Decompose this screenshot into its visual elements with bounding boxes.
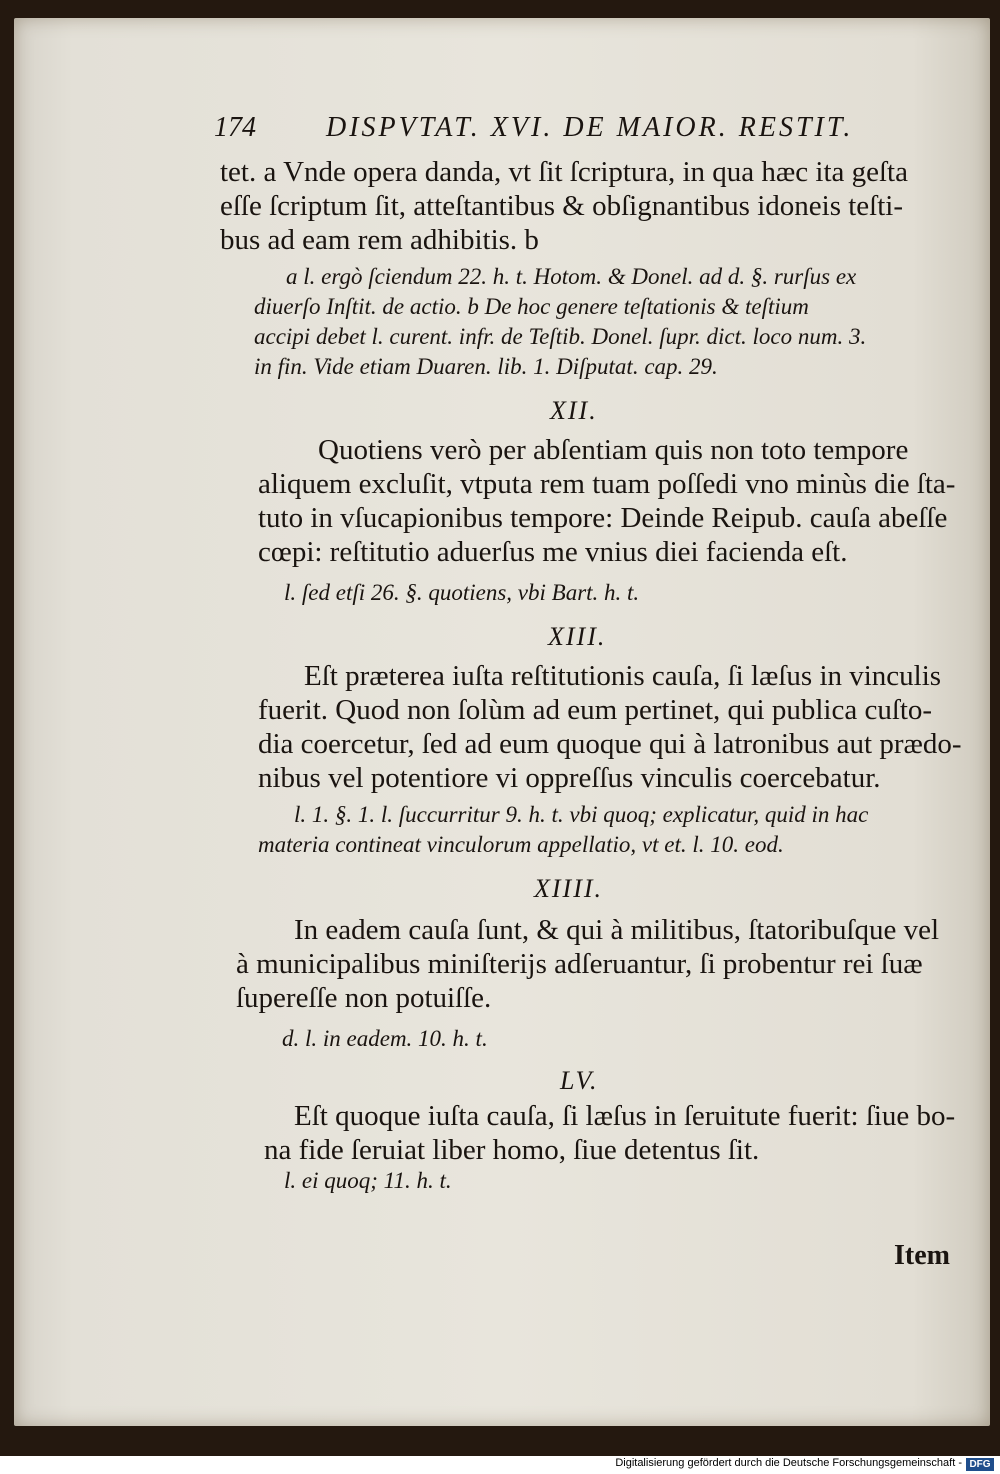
text-line: ſupereſſe non potuiſſe. <box>236 982 492 1014</box>
text-line: Eſt quoque iuſta cauſa, ſi læſus in ſeruitute fuerit: ſiue bo- <box>294 1100 956 1132</box>
text-line: Eſt præterea iuſta reſtitutionis cauſa, ſi læſus in vinculis <box>304 660 942 692</box>
section-heading: LV. <box>560 1066 599 1095</box>
footnote-line: l. 1. §. 1. l. ſuccurritur 9. h. t. vbi quoq; explicatur, quid in hac <box>294 802 869 827</box>
footnote-line: a l. ergò ſciendum 22. h. t. Hotom. & Donel. ad d. §. rurſus ex <box>286 264 857 289</box>
footnote-line: l. ſed etſi 26. §. quotiens, vbi Bart. h. t. <box>284 580 640 605</box>
footnote-line: d. l. in eadem. 10. h. t. <box>282 1026 488 1051</box>
text-line: à municipalibus miniſterijs adſeruantur, ſi probentur rei ſuæ <box>236 948 923 980</box>
text-line: aliquem excluſit, vtputa rem tuam poſſedi vno minùs die ſta- <box>258 468 956 500</box>
page-number: 174 <box>214 112 256 143</box>
text-line: dia coercetur, ſed ad eum quoque qui à latronibus aut prædo- <box>258 728 962 760</box>
text-line: nibus vel potentiore vi oppreſſus vinculis coercebatur. <box>258 762 881 794</box>
text-line: cœpi: reſtitutio aduerſus me vnius diei facienda eſt. <box>258 536 848 568</box>
footer-credit: Digitalisierung gefördert durch die Deutsche Forschungsgemeinschaft - <box>615 1457 962 1469</box>
text-line: tet. a Vnde opera danda, vt ſit ſcriptura, in qua hæc ita geſta <box>220 156 908 188</box>
footer-bar <box>0 1456 1000 1474</box>
footnote-line: l. ei quoq; 11. h. t. <box>284 1168 452 1193</box>
text-line: fuerit. Quod non ſolùm ad eum pertinet, qui publica cuſto- <box>258 694 933 726</box>
footnote-line: accipi debet l. curent. infr. de Teſtib. Donel. ſupr. dict. loco num. 3. <box>254 324 867 349</box>
footnote-line: diuerſo Inſtit. de actio. b De hoc genere teſtationis & teſtium <box>254 294 809 319</box>
text-line: eſſe ſcriptum ſit, atteſtantibus & obſignantibus idoneis teſti- <box>220 190 904 222</box>
footnote-line: in fin. Vide etiam Duaren. lib. 1. Diſputat. cap. 29. <box>254 354 718 379</box>
text-line: bus ad eam rem adhibitis. b <box>220 224 539 256</box>
catchword: Item <box>894 1240 950 1271</box>
section-heading: XIIII. <box>534 874 604 903</box>
section-heading: XIII. <box>548 622 607 651</box>
text-line: na fide ſeruiat liber homo, ſiue detentus ſit. <box>264 1134 760 1166</box>
section-heading: XII. <box>550 396 598 425</box>
text-line: In eadem cauſa ſunt, & qui à militibus, ſtatoribuſque vel <box>294 914 940 946</box>
running-title: DISPVTAT. XVI. DE MAIOR. RESTIT. <box>326 112 854 143</box>
book-page <box>14 18 990 1426</box>
dfg-logo-icon: DFG <box>966 1458 994 1471</box>
text-line: tuto in vſucapionibus tempore: Deinde Reipub. cauſa abeſſe <box>258 502 948 534</box>
text-line: Quotiens verò per abſentiam quis non toto tempore <box>318 434 909 466</box>
footnote-line: materia contineat vinculorum appellatio, vt et. l. 10. eod. <box>258 832 784 857</box>
